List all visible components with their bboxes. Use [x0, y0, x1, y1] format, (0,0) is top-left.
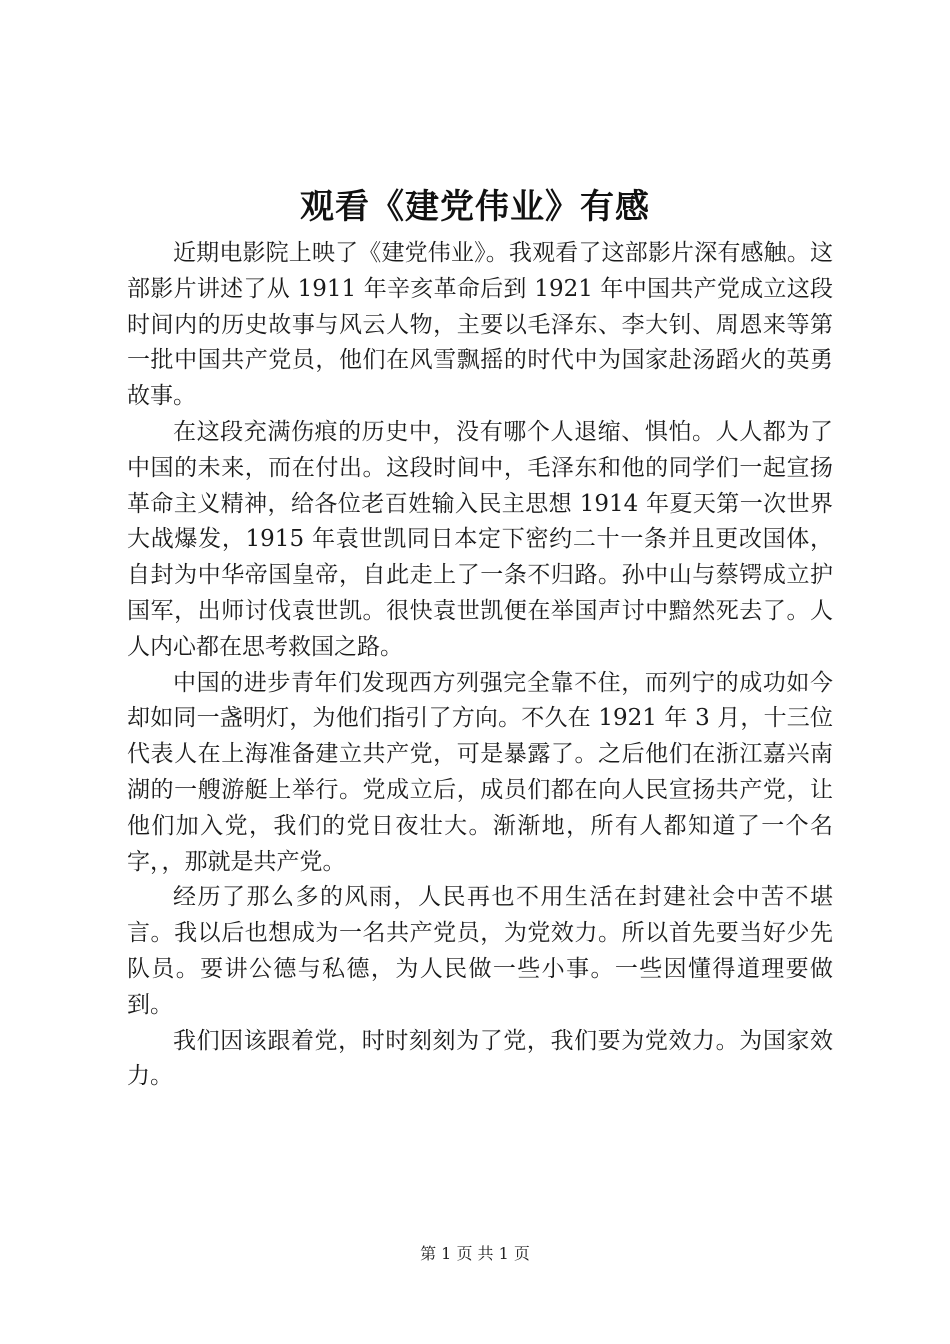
page-number-footer: 第 1 页 共 1 页 [420, 1244, 530, 1263]
paragraph-5: 我们因该跟着党，时时刻刻为了党，我们要为党效力。为国家效力。 [127, 1027, 833, 1090]
paragraph-2: 在这段充满伤痕的历史中，没有哪个人退缩、惧怕。人人都为了中国的未来，而在付出。这段时间中，毛泽东和他的同学们一起宣扬革命主义精神，给各位老百姓输入民主思想 1914 年夏天第一次世界大战爆发，1915 年袁世凯同日本定下密约二十一条并且更改国体，自封为中华帝国皇帝，自此走上了一条不归路。孙中山与蔡锷成立护国军，出师讨伐袁世凯。很快袁世凯便在举国声讨中黯然死去了。人人内心都在思考救国之路。 [127, 418, 833, 660]
paragraph-3: 中国的进步青年们发现西方列强完全靠不住，而列宁的成功如今却如同一盏明灯，为他们指引了方向。不久在 1921 年 3 月，十三位代表人在上海准备建立共产党，可是暴露了。之后他们在浙江嘉兴南湖的一艘游艇上举行。党成立后，成员们都在向人民宣扬共产党，让他们加入党，我们的党日夜壮大。渐渐地，所有人都知道了一个名字，，那就是共产党。 [127, 669, 833, 875]
document-title: 观看《建党伟业》有感 [300, 187, 650, 227]
paragraph-4: 经历了那么多的风雨，人民再也不用生活在封建社会中苦不堪言。我以后也想成为一名共产党员，为党效力。所以首先要当好少先队员。要讲公德与私德，为人民做一些小事。一些因懂得道理要做到。 [127, 884, 833, 1018]
document-body [127, 236, 833, 1095]
paragraph-1: 近期电影院上映了《建党伟业》。我观看了这部影片深有感触。这部影片讲述了从 1911 年辛亥革命后到 1921 年中国共产党成立这段时间内的历史故事与风云人物，主要以毛泽东、李大钊、周恩来等第一批中国共产党员，他们在风雪飘摇的时代中为国家赴汤蹈火的英勇故事。 [127, 240, 833, 410]
